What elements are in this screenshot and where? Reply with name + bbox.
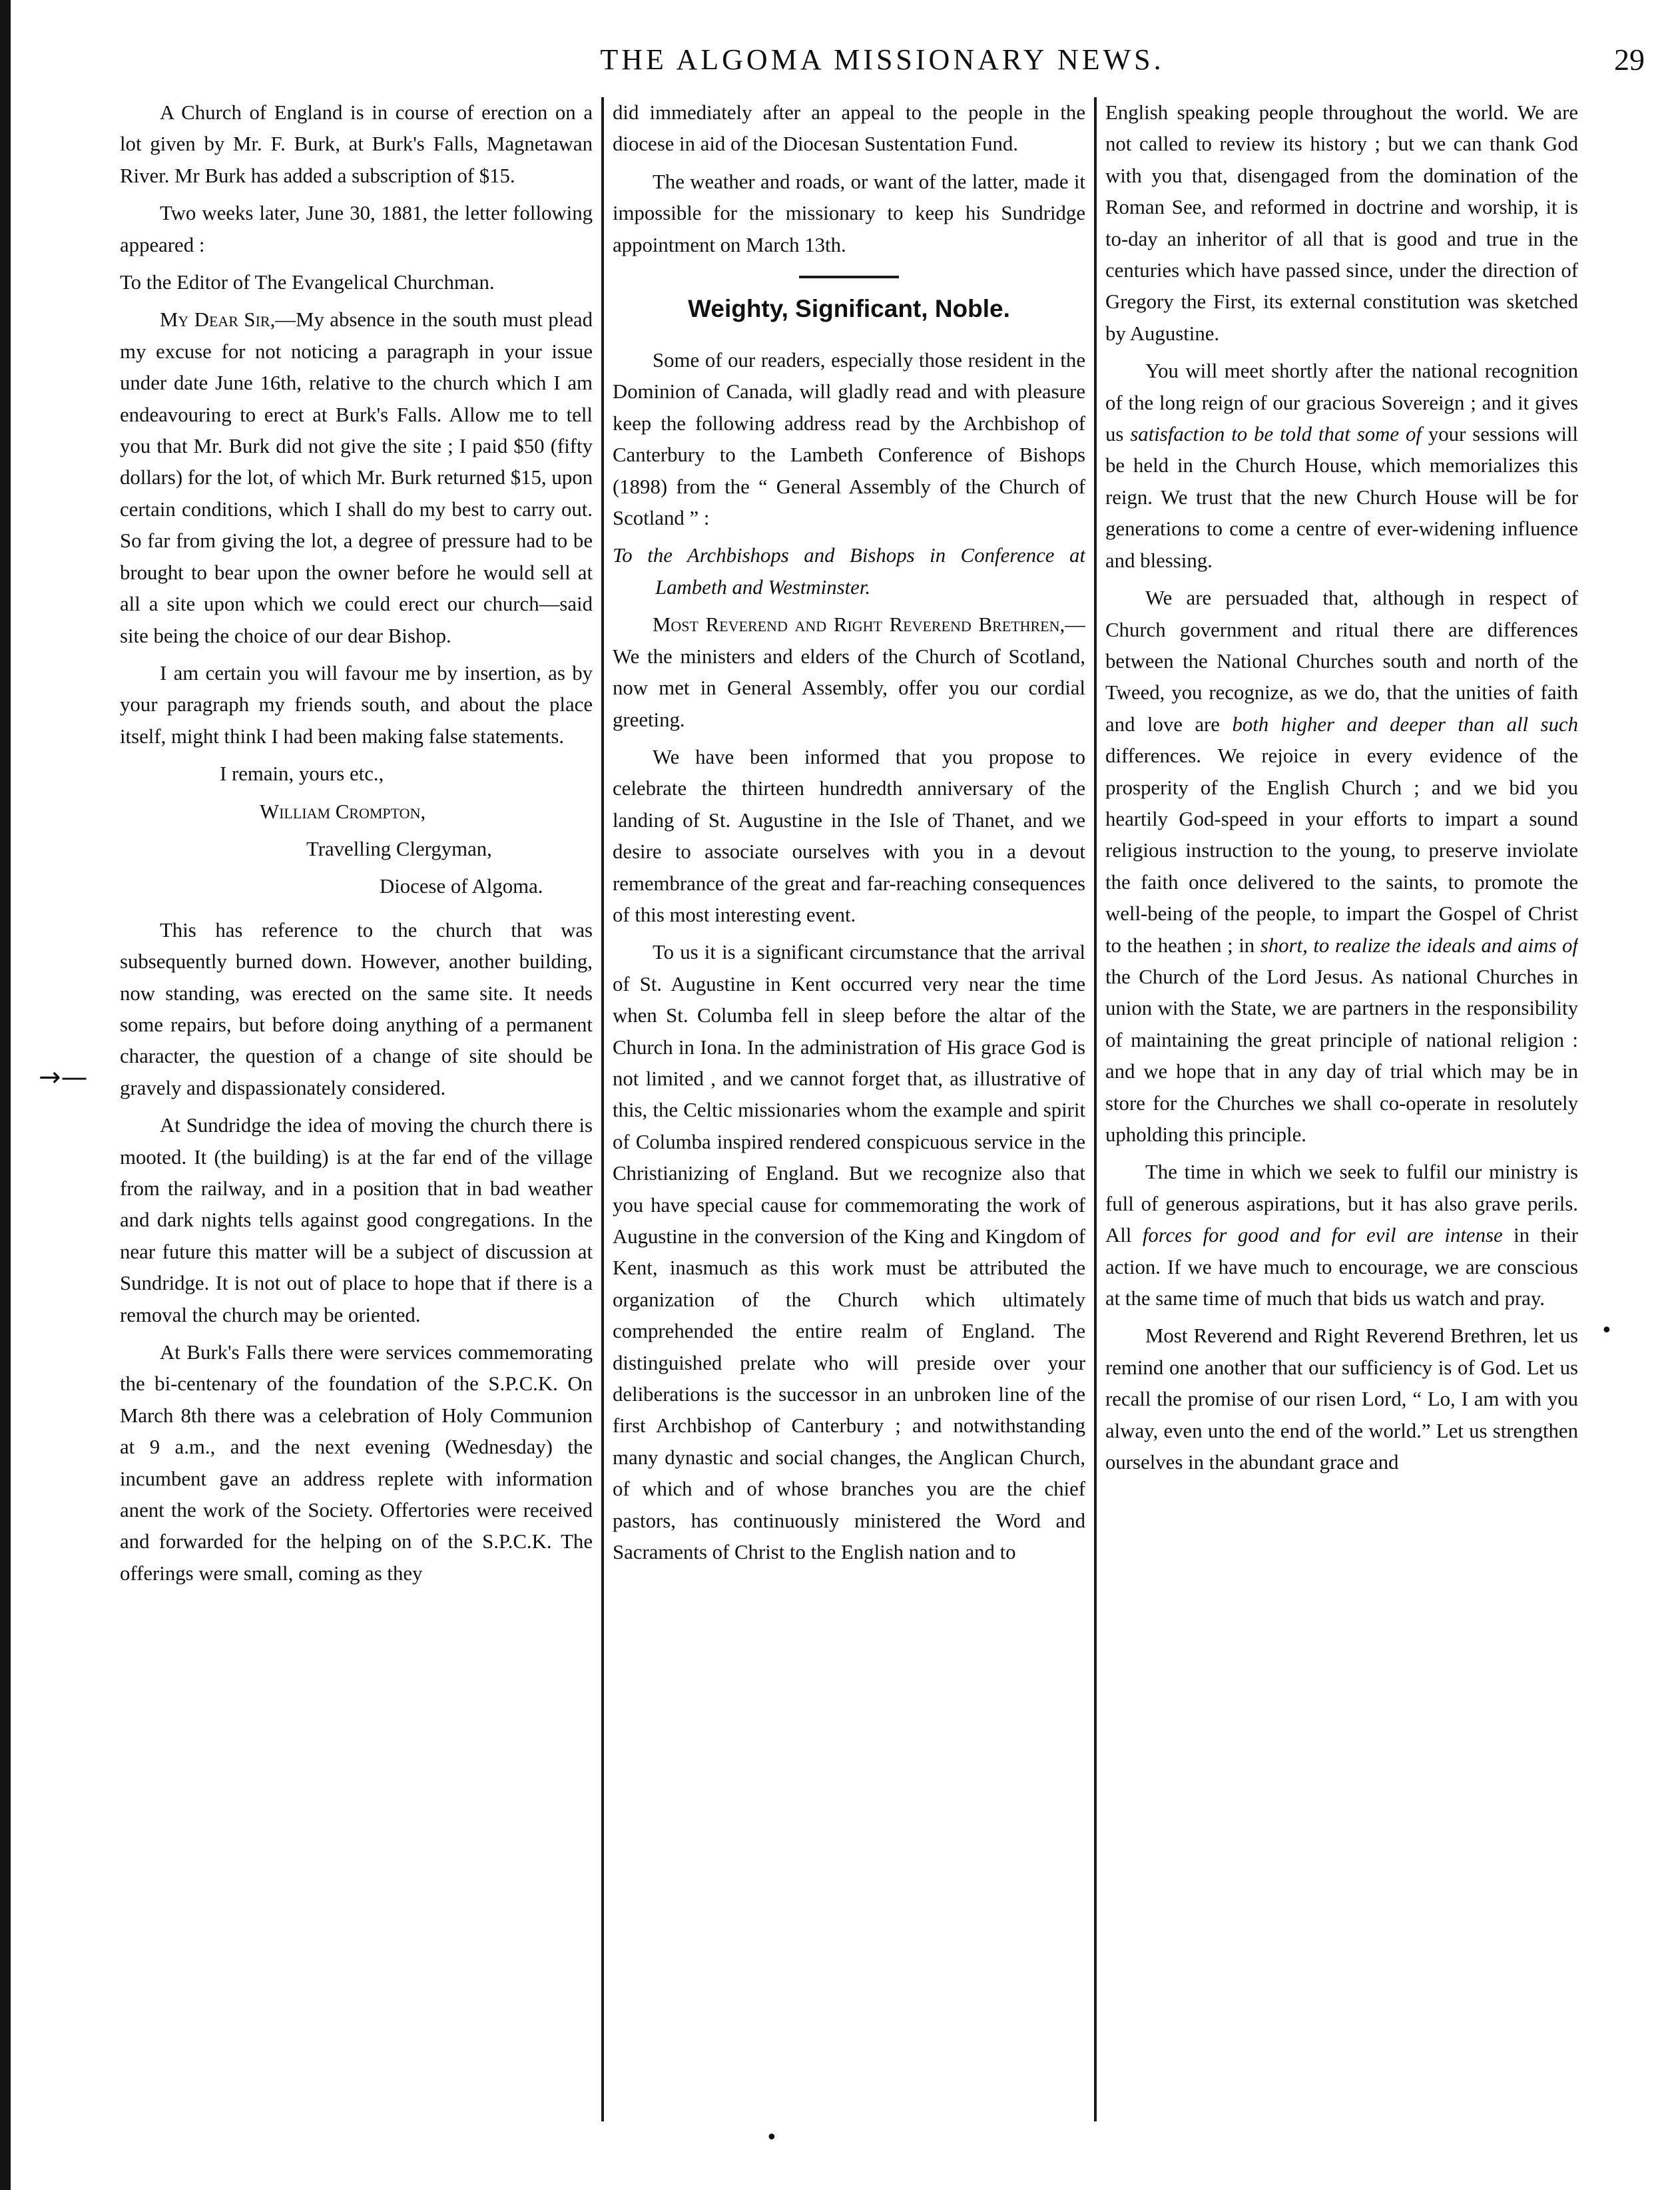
address-text: —We the ministers and elders of the Church of Scotland, now met in General Assembly, offer you our cordial greeting. [613,613,1085,731]
page-binding-edge [0,0,11,2190]
paragraph: Most Reverend and Right Reverend Brethren, let us remind one another that our sufficiency is of God. Let us recall the promise of our risen Lord, “ Lo, I am with you alway, even unto the end of the world.” Let us strengthen ourselves in the abundant grace and [1105,1324,1578,1474]
paragraph: To us it is a significant circumstance that the arrival of St. Augustine in Kent occurred very near the time when St. Columba fell in sleep before the altar of the Church in Iona. In the administration of His grace God is not limited , and we cannot forget that, as illustrative of this, the Celtic missionaries whom the example and spirit of Columba inspired rendered conspicuous service in the Christianizing of England. But we recognize also that you have special cause for commemorating the work of Augustine in the conversion of the King and Kingdom of Kent, inasmuch as this work must be attributed the organization of the Church which ultimately comprehended the entire realm of England. The distinguished prelate who will preside over your deliberations is the successor in an unbroken line of the first Archbishop of Canterbury ; and notwithstanding many dynastic and social changes, the Anglican Church, of which and of whose branches you are the chief pastors, has continuously ministered the Word and Sacraments of Christ to the English nation and to [613,941,1085,1564]
paragraph [1105,356,1578,577]
paragraph: This has reference to the church that was subsequently burned down. However, another building, now standing, was erected on the same site. It needs some repairs, but before doing anything of a permanent character, the question of a change of site should be gravely and dispassionately considered. [120,918,593,1099]
column-left [120,97,593,2148]
address-heading: To the Archbishops and Bishops in Conference at Lambeth and Westminster. [613,544,1085,599]
paragraph [1105,1157,1578,1314]
section-divider [799,276,899,278]
paragraph: did immediately after an appeal to the people in the diocese in aid of the Diocesan Sustentation Fund. [613,101,1085,156]
page-number: 29 [1614,43,1645,77]
italic-text-run: satisfaction to be told that some of [1130,423,1422,446]
letter-paragraph [120,304,593,651]
paragraph: I am certain you will favour me by insertion, as by your paragraph my friends south, and about the place itself, might think I had been making false statements. [120,661,593,748]
letter-signature: William Crompton, [260,800,426,823]
publication-title: THE ALGOMA MISSIONARY NEWS. [600,43,1165,76]
text-run: the Church of the Lord Jesus. As national Churches in union with the State, we are partners in the responsibility of maintaining the great principle of national religion : and we hope that in any day of trial which may be in store for the Churches we shall co-operate in resolutely upholding this principle. [1105,965,1578,1146]
text-run: your sessions will be held in the Church House, which memorializes this reign. We trust that the new Church House will be for generations to come a centre of ever-widening influence and blessing. [1105,423,1578,572]
address-salutation: Most Reverend and Right Reverend Brethren, [653,613,1065,637]
text-run: We are persuaded that, although in respect of Church government and ritual there are differences between the National Churches south and north of the Tweed, you recognize, as we do, that the unities of faith and love are [1105,587,1578,736]
italic-text-run: both higher and deeper than all such [1232,712,1578,736]
paragraph: At Burk's Falls there were services commemorating the bi-centenary of the foundation of the S.P.C.K. On March 8th there was a celebration of Holy Communion at 9 a.m., and the next evening (Wednesday) the incumbent gave an address replete with information anent the work of the Society. Offertories were received and forwarded for the helping on of the S.P.C.K. The offerings were small, coming as they [120,1341,593,1585]
column-rule-right [1094,97,1097,2121]
paragraph: A Church of England is in course of erection on a lot given by Mr. F. Burk, at Burk's Falls, Magnetawan River. Mr Burk has added a subscription of $15. [120,101,593,187]
text-run: differences. We rejoice in every evidence of the prosperity of the English Church ; and we bid you heartily God-speed in your efforts to impart a sound religious instruction to the young, to preserve inviolate the faith once delivered to the saints, to promote the well-being of the people, to impart the Gospel of Christ to the heathen ; in [1105,744,1578,957]
address-paragraph [613,609,1085,736]
column-rule-left [601,97,604,2121]
letter-text: —My absence in the south must plead my excuse for not noticing a paragraph in your issue under date June 16th, relative to the church which I am endeavouring to erect at Burk's Falls. Allow me to tell you that Mr. Burk did not give the site ; I paid $50 (fifty dollars) for the lot, of which Mr. Burk returned $15, upon certain conditions, which I shall do my best to carry out. So far from giving the lot, a degree of pressure had to be brought to bear upon the owner before he would sell at all a site upon which we could erect our church—said site being the choice of our dear Bishop. [120,308,593,647]
paragraph [1105,583,1578,1151]
paragraph: Two weeks later, June 30, 1881, the letter following appeared : [120,202,593,256]
letter-addressee: To the Editor of The Evangelical Churchman. [120,271,495,294]
column-right [1105,97,1578,2148]
text-run: The time in which we seek to fulfil our ministry is full of generous aspirations, but it has also grave perils. All [1105,1161,1578,1247]
signature-title: Travelling Clergyman, [306,837,492,860]
letter-closing: I remain, yours etc., [220,762,384,786]
paragraph: Some of our readers, especially those resident in the Dominion of Canada, will gladly read and with pleasure keep the following address read by the Archbishop of Canterbury to the Lambeth Conference of Bishops (1898) from the “ General Assembly of the Church of Scotland ” : [613,349,1085,530]
paragraph: The weather and roads, or want of the latter, made it impossible for the missionary to keep his Sundridge appointment on March 13th. [613,170,1085,256]
article-heading: Weighty, Significant, Noble. [688,295,1010,323]
letter-salutation: My Dear Sir, [160,308,276,332]
column-middle [613,97,1085,2148]
stray-dot: • [766,2126,778,2149]
signature-diocese: Diocese of Algoma. [380,875,543,898]
paragraph: At Sundridge the idea of moving the church there is mooted. It (the building) is at the far end of the village from the railway, and in a position that in bad weather and dark nights tells against good congregations. In the near future this matter will be a subject of discussion at Sundridge. It is not out of place to hope that if there is a removal the church may be oriented. [120,1114,593,1326]
italic-text-run: forces for good and for evil are intense [1142,1224,1503,1247]
paragraph: English speaking people throughout the world. We are not called to review its history ; but we can thank God with you that, disengaged from the domination of the Roman See, and reformed in doctrine and worship, it is to-day an inheritor of all that is good and true in the centuries which have passed since, under the direction of Gregory the First, its external constitution was sketched by Augustine. [1105,101,1578,345]
paragraph: We have been informed that you propose to celebrate the thirteen hundredth anniversary of the landing of St. Augustine in the Isle of Thanet, and we desire to associate ourselves with you in a devout remembrance of the great and far-reaching consequences of this most interesting event. [613,745,1085,926]
page-header [120,41,1645,81]
margin-mark: →— [39,1062,88,1093]
italic-text-run: short, to realize the ideals and aims of [1260,934,1578,957]
text-run: in their action. If we have much to encourage, we are conscious at the same time of much that bids us watch and pray. [1105,1224,1578,1310]
stray-dot: • [1601,1319,1613,1342]
text-run: You will meet shortly after the national recognition of the long reign of our gracious Sovereign ; and it gives us [1105,360,1578,446]
